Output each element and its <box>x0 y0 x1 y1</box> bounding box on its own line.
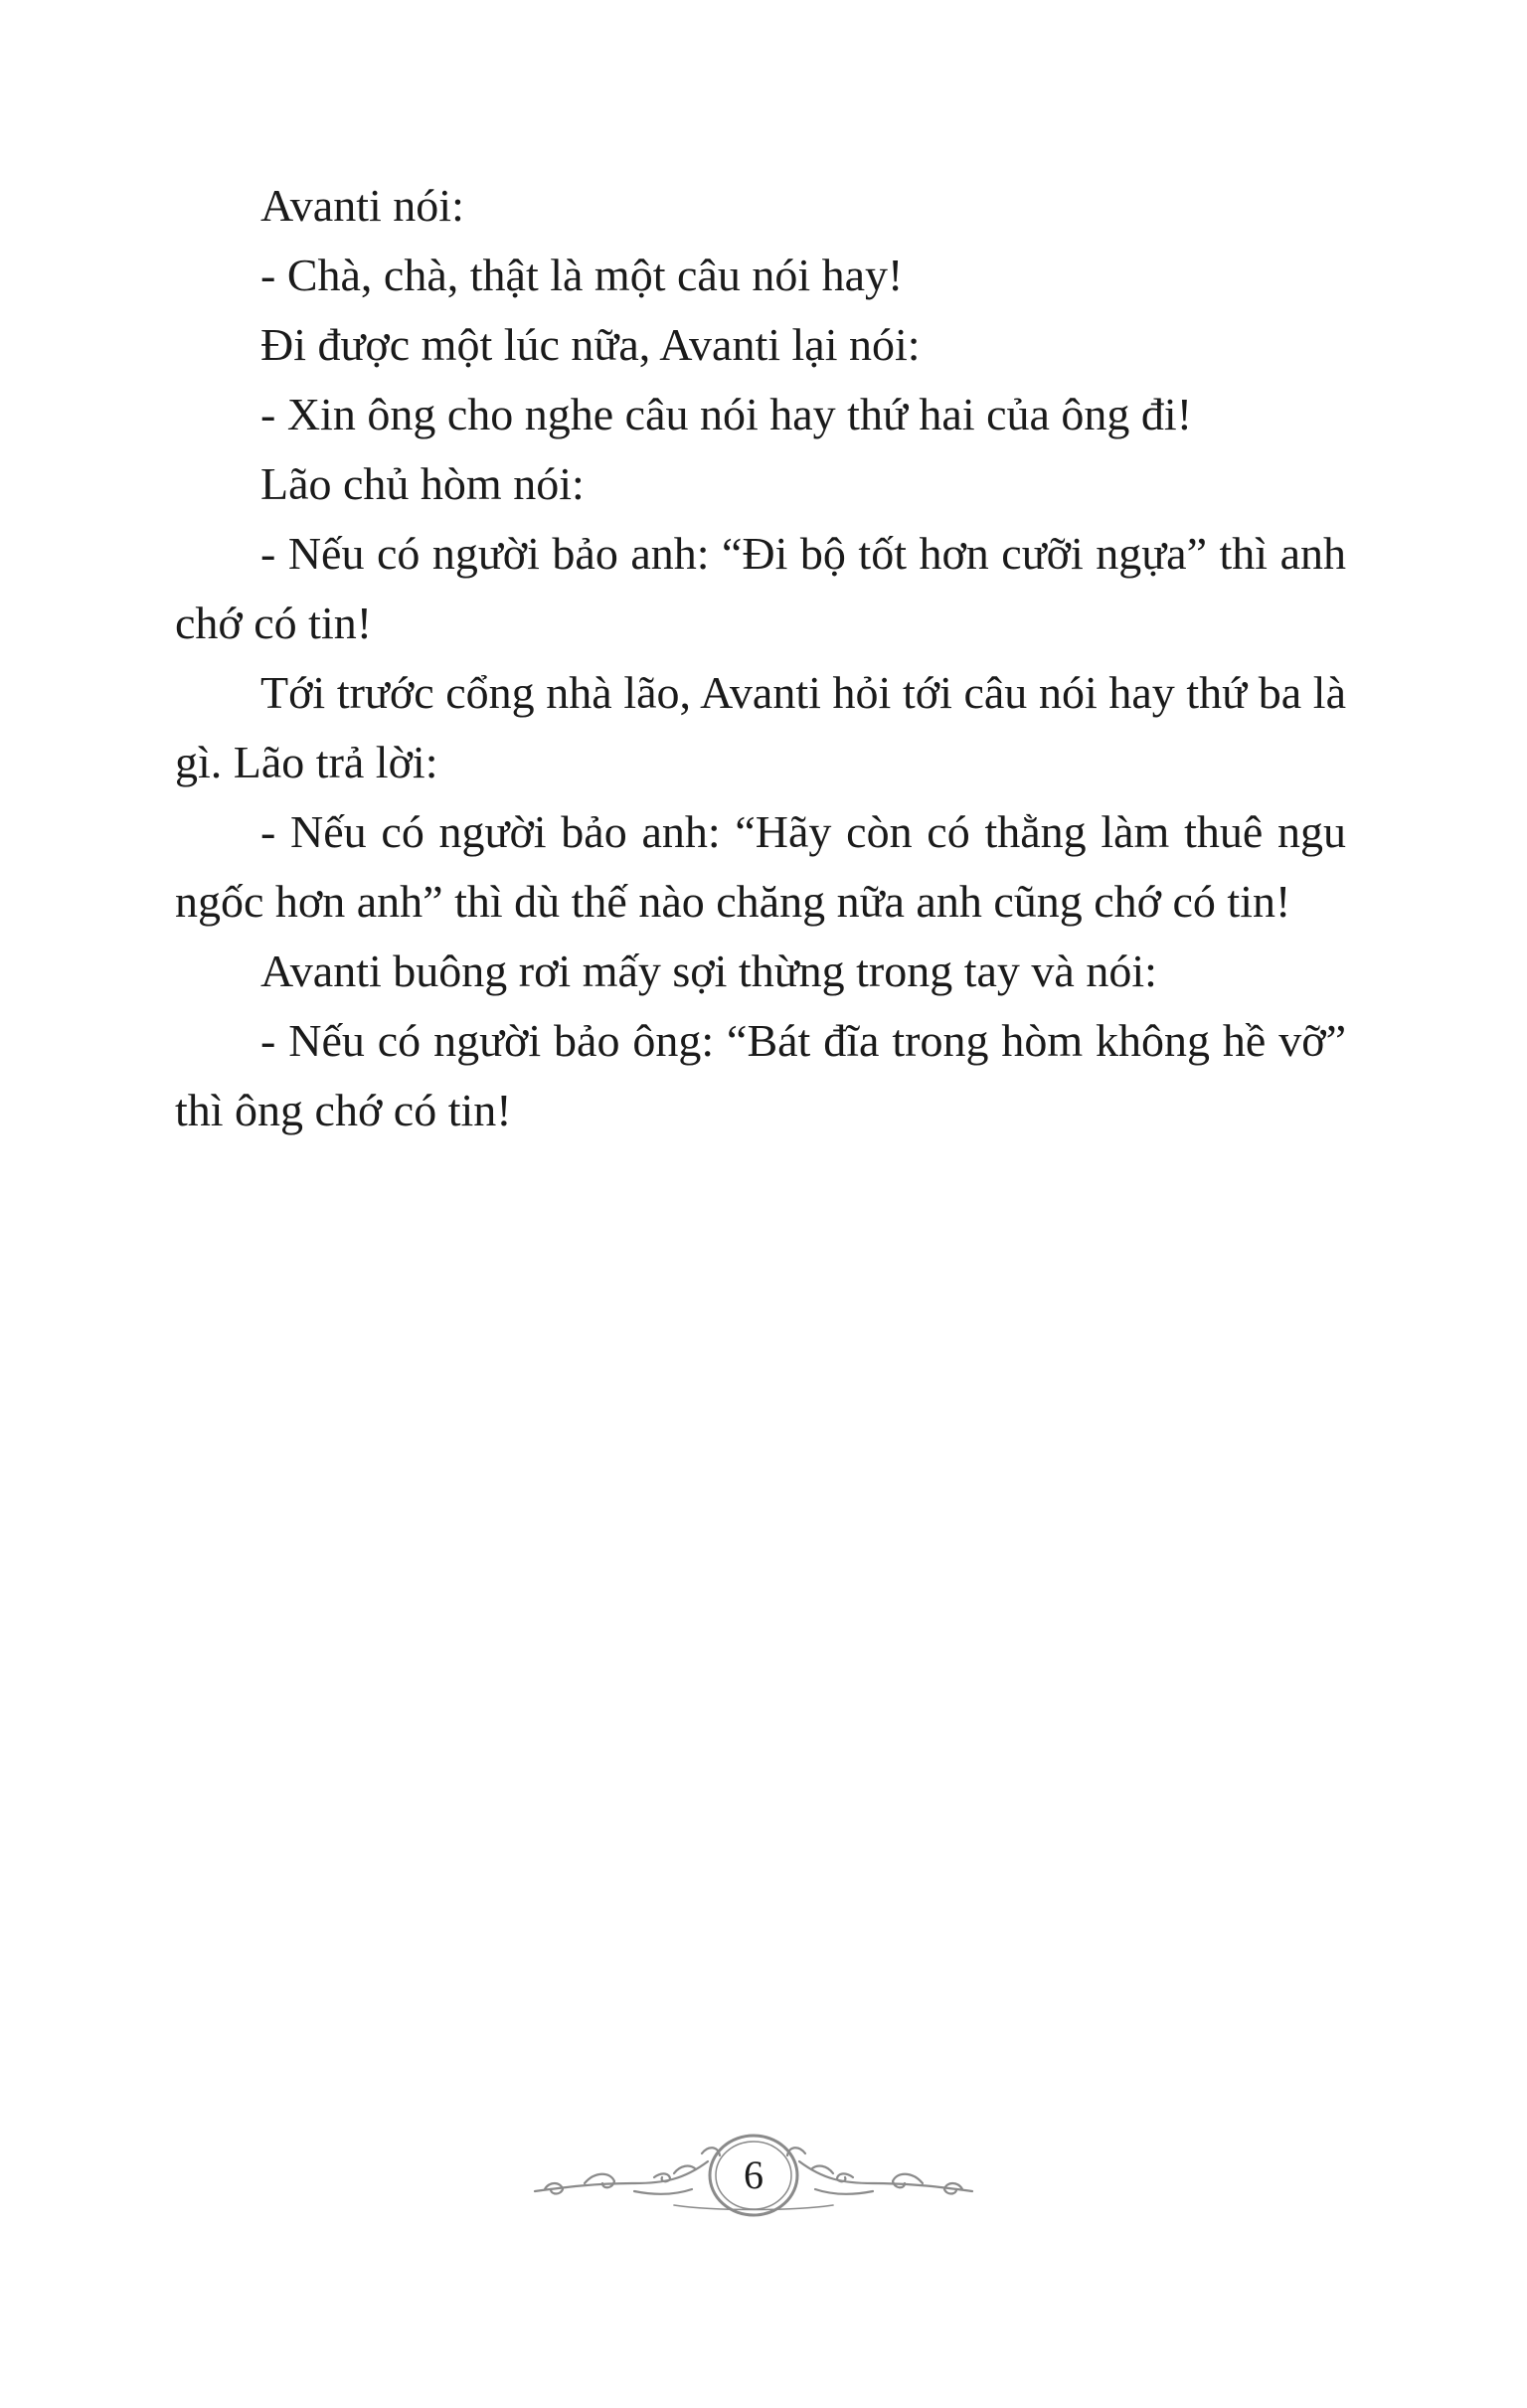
page-number: 6 <box>744 2151 764 2197</box>
paragraph: - Nếu có người bảo anh: “Đi bộ tốt hơn cưỡi ngựa” thì anh chớ có tin! <box>175 528 1346 648</box>
paragraph: - Nếu có người bảo ông: “Bát đĩa trong hòm không hề vỡ” thì ông chớ có tin! <box>175 1015 1346 1135</box>
paragraph: - Nếu có người bảo anh: “Hãy còn có thằng làm thuê ngu ngốc hơn anh” thì dù thế nào chăng nữa anh cũng chớ có tin! <box>175 806 1346 927</box>
paragraph: Avanti nói: <box>260 180 464 231</box>
paragraph: Lão chủ hòm nói: <box>260 458 585 509</box>
paragraph: Avanti buông rơi mấy sợi thừng trong tay và nói: <box>260 946 1157 996</box>
paragraph: - Xin ông cho nghe câu nói hay thứ hai của ông đi! <box>260 389 1193 439</box>
body-text <box>175 171 1346 1145</box>
paragraph: Tới trước cổng nhà lão, Avanti hỏi tới câu nói hay thứ ba là gì. Lão trả lời: <box>175 667 1346 787</box>
paragraph: Đi được một lúc nữa, Avanti lại nói: <box>260 319 921 370</box>
paragraph: - Chà, chà, thật là một câu nói hay! <box>260 250 904 300</box>
